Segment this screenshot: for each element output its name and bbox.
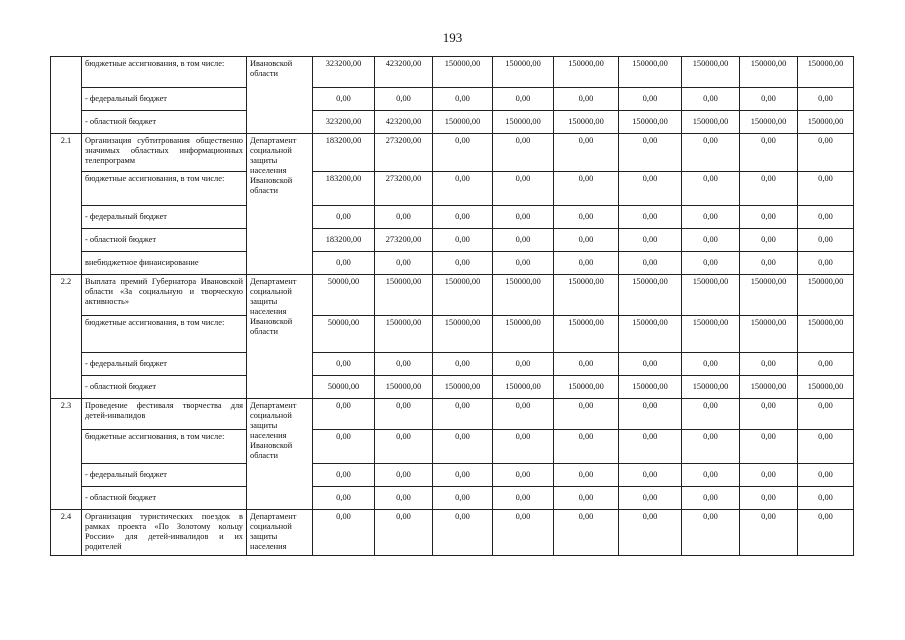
amount-cell: 0,00 [554, 464, 619, 487]
amount-cell: 0,00 [313, 430, 375, 464]
amount-cell: 0,00 [313, 353, 375, 376]
amount-cell: 0,00 [433, 229, 493, 252]
amount-cell: 0,00 [798, 88, 854, 111]
amount-cell: 0,00 [493, 229, 554, 252]
amount-cell: 0,00 [554, 430, 619, 464]
amount-cell: 0,00 [433, 252, 493, 275]
amount-cell: 150000,00 [375, 376, 433, 399]
executor-cell: Департамент социальной защиты населения Ивановской области [247, 399, 313, 510]
amount-cell: 183200,00 [313, 134, 375, 172]
amount-cell: 423200,00 [375, 57, 433, 88]
amount-cell: 150000,00 [798, 376, 854, 399]
amount-cell: 150000,00 [740, 275, 798, 316]
amount-cell: 0,00 [554, 134, 619, 172]
amount-cell: 50000,00 [313, 316, 375, 353]
amount-cell: 150000,00 [682, 111, 740, 134]
amount-cell: 0,00 [682, 464, 740, 487]
amount-cell: 150000,00 [619, 376, 682, 399]
description-cell: бюджетные ассигнования, в том числе: [82, 430, 247, 464]
amount-cell: 0,00 [493, 510, 554, 556]
amount-cell: 0,00 [375, 464, 433, 487]
page-number: 193 [442, 30, 463, 45]
item-number-cell: 2.3 [51, 399, 82, 510]
amount-cell: 0,00 [493, 430, 554, 464]
amount-cell: 0,00 [433, 510, 493, 556]
amount-cell: 0,00 [682, 510, 740, 556]
amount-cell: 150000,00 [493, 57, 554, 88]
table-row [51, 252, 854, 275]
amount-cell: 0,00 [740, 399, 798, 430]
amount-cell: 273200,00 [375, 172, 433, 206]
table-row [51, 134, 854, 172]
table-row [51, 399, 854, 430]
amount-cell: 0,00 [493, 172, 554, 206]
table-row [51, 376, 854, 399]
amount-cell: 150000,00 [798, 111, 854, 134]
amount-cell: 0,00 [619, 510, 682, 556]
amount-cell: 0,00 [682, 487, 740, 510]
description-cell: - федеральный бюджет [82, 353, 247, 376]
amount-cell: 150000,00 [375, 275, 433, 316]
description-cell: бюджетные ассигнования, в том числе: [82, 57, 247, 88]
amount-cell: 0,00 [433, 206, 493, 229]
amount-cell: 0,00 [740, 134, 798, 172]
amount-cell: 0,00 [493, 252, 554, 275]
amount-cell: 150000,00 [619, 111, 682, 134]
table-row [51, 88, 854, 111]
description-cell: - федеральный бюджет [82, 206, 247, 229]
amount-cell: 0,00 [740, 464, 798, 487]
amount-cell: 0,00 [798, 464, 854, 487]
amount-cell: 0,00 [798, 172, 854, 206]
amount-cell: 0,00 [554, 399, 619, 430]
amount-cell: 323200,00 [313, 57, 375, 88]
description-cell: - областной бюджет [82, 376, 247, 399]
table-row [51, 510, 854, 556]
amount-cell: 0,00 [798, 510, 854, 556]
amount-cell: 0,00 [682, 88, 740, 111]
table-row [51, 111, 854, 134]
amount-cell: 150000,00 [433, 316, 493, 353]
amount-cell: 0,00 [682, 353, 740, 376]
amount-cell: 0,00 [375, 353, 433, 376]
amount-cell: 183200,00 [313, 172, 375, 206]
amount-cell: 0,00 [493, 353, 554, 376]
amount-cell: 0,00 [682, 229, 740, 252]
amount-cell: 150000,00 [493, 376, 554, 399]
amount-cell: 0,00 [619, 206, 682, 229]
amount-cell: 273200,00 [375, 134, 433, 172]
amount-cell: 50000,00 [313, 275, 375, 316]
amount-cell: 150000,00 [433, 275, 493, 316]
amount-cell: 0,00 [682, 252, 740, 275]
amount-cell: 0,00 [433, 399, 493, 430]
amount-cell: 150000,00 [433, 376, 493, 399]
amount-cell: 0,00 [682, 206, 740, 229]
item-number-cell: 2.4 [51, 510, 82, 556]
description-cell: Организация туристических поездок в рамках проекта «По Золотому кольцу России» для детей-инвалидов и их родителей [82, 510, 247, 556]
amount-cell: 0,00 [740, 252, 798, 275]
amount-cell: 150000,00 [740, 316, 798, 353]
table-row [51, 353, 854, 376]
amount-cell: 150000,00 [798, 57, 854, 88]
executor-cell: Департамент социальной защиты населения Ивановской области [247, 275, 313, 399]
table-row [51, 229, 854, 252]
amount-cell: 0,00 [554, 353, 619, 376]
amount-cell: 273200,00 [375, 229, 433, 252]
description-cell: - областной бюджет [82, 229, 247, 252]
amount-cell: 0,00 [375, 487, 433, 510]
amount-cell: 0,00 [493, 88, 554, 111]
amount-cell: 0,00 [740, 487, 798, 510]
amount-cell: 0,00 [798, 206, 854, 229]
amount-cell: 150000,00 [740, 376, 798, 399]
amount-cell: 0,00 [619, 430, 682, 464]
amount-cell: 0,00 [798, 487, 854, 510]
amount-cell: 0,00 [619, 134, 682, 172]
amount-cell: 0,00 [682, 172, 740, 206]
description-cell: - областной бюджет [82, 111, 247, 134]
amount-cell: 0,00 [313, 487, 375, 510]
description-cell: - областной бюджет [82, 487, 247, 510]
amount-cell: 0,00 [375, 510, 433, 556]
amount-cell: 150000,00 [554, 275, 619, 316]
amount-cell: 0,00 [740, 510, 798, 556]
amount-cell: 0,00 [375, 430, 433, 464]
amount-cell: 0,00 [554, 172, 619, 206]
amount-cell: 150000,00 [493, 316, 554, 353]
amount-cell: 0,00 [740, 430, 798, 464]
amount-cell: 0,00 [554, 487, 619, 510]
amount-cell: 0,00 [375, 252, 433, 275]
amount-cell: 423200,00 [375, 111, 433, 134]
amount-cell: 0,00 [619, 252, 682, 275]
amount-cell: 150000,00 [619, 275, 682, 316]
amount-cell: 183200,00 [313, 229, 375, 252]
description-cell: - федеральный бюджет [82, 88, 247, 111]
amount-cell: 0,00 [313, 399, 375, 430]
amount-cell: 150000,00 [619, 316, 682, 353]
amount-cell: 150000,00 [554, 316, 619, 353]
amount-cell: 0,00 [433, 464, 493, 487]
amount-cell: 0,00 [740, 353, 798, 376]
amount-cell: 0,00 [619, 464, 682, 487]
amount-cell: 150000,00 [375, 316, 433, 353]
amount-cell: 150000,00 [493, 275, 554, 316]
amount-cell: 0,00 [619, 88, 682, 111]
amount-cell: 150000,00 [554, 111, 619, 134]
amount-cell: 150000,00 [619, 57, 682, 88]
description-cell: Проведение фестиваля творчества для детей-инвалидов [82, 399, 247, 430]
amount-cell: 0,00 [740, 206, 798, 229]
table-row [51, 430, 854, 464]
amount-cell: 0,00 [433, 172, 493, 206]
amount-cell: 50000,00 [313, 376, 375, 399]
table-row [51, 57, 854, 88]
amount-cell: 0,00 [798, 399, 854, 430]
amount-cell: 150000,00 [682, 57, 740, 88]
amount-cell: 0,00 [433, 88, 493, 111]
amount-cell: 0,00 [554, 229, 619, 252]
amount-cell: 0,00 [798, 252, 854, 275]
amount-cell: 0,00 [493, 487, 554, 510]
item-number-cell: 2.2 [51, 275, 82, 399]
amount-cell: 150000,00 [798, 275, 854, 316]
amount-cell: 0,00 [313, 206, 375, 229]
amount-cell: 150000,00 [682, 316, 740, 353]
amount-cell: 0,00 [682, 134, 740, 172]
amount-cell: 323200,00 [313, 111, 375, 134]
amount-cell: 0,00 [433, 353, 493, 376]
amount-cell: 0,00 [554, 510, 619, 556]
amount-cell: 0,00 [313, 88, 375, 111]
budget-table [50, 56, 854, 556]
amount-cell: 0,00 [798, 229, 854, 252]
amount-cell: 0,00 [554, 88, 619, 111]
table-row [51, 316, 854, 353]
amount-cell: 0,00 [433, 430, 493, 464]
executor-cell: Департамент социальной защиты населения [247, 510, 313, 556]
amount-cell: 0,00 [740, 88, 798, 111]
amount-cell: 0,00 [375, 88, 433, 111]
description-cell: внебюджетное финансирование [82, 252, 247, 275]
amount-cell: 0,00 [798, 353, 854, 376]
amount-cell: 0,00 [493, 399, 554, 430]
description-cell: бюджетные ассигнования, в том числе: [82, 316, 247, 353]
item-number-cell [51, 57, 82, 134]
amount-cell: 150000,00 [433, 57, 493, 88]
amount-cell: 150000,00 [554, 376, 619, 399]
amount-cell: 0,00 [375, 399, 433, 430]
description-cell: - федеральный бюджет [82, 464, 247, 487]
amount-cell: 0,00 [313, 464, 375, 487]
amount-cell: 0,00 [433, 487, 493, 510]
amount-cell: 0,00 [740, 172, 798, 206]
item-number-cell: 2.1 [51, 134, 82, 275]
description-cell: Выплата премий Губернатора Ивановской области «За социальную и творческую активность» [82, 275, 247, 316]
amount-cell: 0,00 [619, 172, 682, 206]
table-row [51, 275, 854, 316]
amount-cell: 150000,00 [554, 57, 619, 88]
amount-cell: 0,00 [493, 206, 554, 229]
amount-cell: 150000,00 [798, 316, 854, 353]
amount-cell: 0,00 [554, 252, 619, 275]
amount-cell: 0,00 [554, 206, 619, 229]
table-row [51, 172, 854, 206]
table-row [51, 206, 854, 229]
amount-cell: 150000,00 [493, 111, 554, 134]
amount-cell: 0,00 [682, 430, 740, 464]
executor-cell: Департамент социальной защиты населения Ивановской области [247, 134, 313, 275]
amount-cell: 0,00 [619, 353, 682, 376]
amount-cell: 0,00 [682, 399, 740, 430]
amount-cell: 150000,00 [682, 275, 740, 316]
executor-cell: Ивановской области [247, 57, 313, 134]
amount-cell: 0,00 [619, 399, 682, 430]
amount-cell: 0,00 [740, 229, 798, 252]
amount-cell: 150000,00 [682, 376, 740, 399]
description-cell: Организация субтитрования общественно значимых областных информационных телепрограмм [82, 134, 247, 172]
amount-cell: 0,00 [619, 487, 682, 510]
table-row [51, 464, 854, 487]
table-row [51, 487, 854, 510]
amount-cell: 150000,00 [740, 111, 798, 134]
amount-cell: 0,00 [493, 134, 554, 172]
amount-cell: 0,00 [493, 464, 554, 487]
amount-cell: 0,00 [798, 430, 854, 464]
description-cell: бюджетные ассигнования, в том числе: [82, 172, 247, 206]
amount-cell: 0,00 [619, 229, 682, 252]
amount-cell: 150000,00 [740, 57, 798, 88]
amount-cell: 0,00 [313, 252, 375, 275]
amount-cell: 0,00 [313, 510, 375, 556]
amount-cell: 0,00 [433, 134, 493, 172]
amount-cell: 0,00 [798, 134, 854, 172]
amount-cell: 0,00 [375, 206, 433, 229]
amount-cell: 150000,00 [433, 111, 493, 134]
